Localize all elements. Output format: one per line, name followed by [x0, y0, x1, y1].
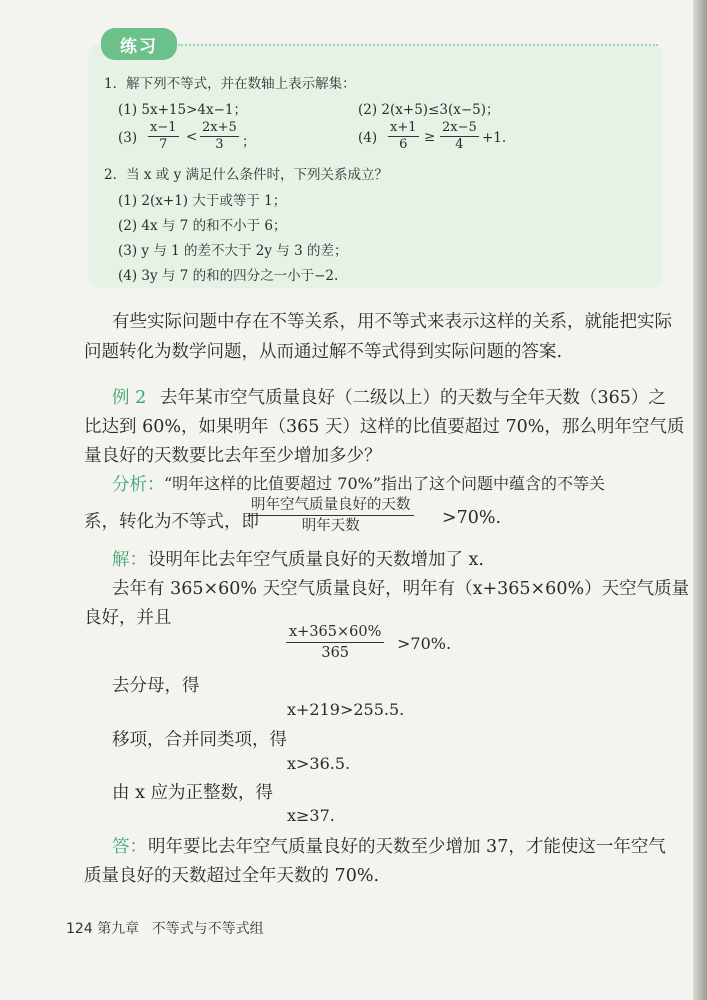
analysis-label: 分析： [112, 475, 165, 495]
intro-line-2: 问题转化为数学问题，从而通过解不等式得到实际问题的答案. [84, 342, 563, 362]
example-line-2: 比达到 60%，如果明年（365 天）这样的比值要超过 70%，那么明年空气质 [84, 417, 685, 437]
exercise-q2-3: (3) y 与 1 的差不大于 2y 与 3 的差； [118, 243, 348, 259]
fraction-denominator: 4 [455, 137, 464, 152]
exercise-q2-2: (2) 4x 与 7 的和不小于 6； [118, 218, 287, 234]
exercise-q1-3-right-fraction [200, 120, 239, 153]
exercise-q1-4-operator: ≥ [424, 129, 436, 145]
solution-label: 解： [112, 550, 147, 570]
chapter-label: 第九章 [97, 921, 140, 937]
fraction-numerator: 2x+5 [202, 120, 237, 135]
page-edge-shadow [693, 0, 707, 1000]
answer-label: 答： [112, 837, 147, 857]
equation-1-fraction [286, 622, 384, 663]
step-2: 移项，合并同类项，得 [112, 730, 287, 750]
step-1: 去分母，得 [112, 676, 200, 696]
fraction-denominator: 6 [399, 137, 408, 152]
example-line-1: 去年某市空气质量良好（二级以上）的天数与全年天数（365）之 [160, 388, 666, 408]
page-number: 124 [66, 921, 93, 937]
exercise-q1-4-left-fraction [388, 120, 419, 153]
analysis-line-2-post: >70%. [442, 508, 502, 528]
equation-4: x≥37. [287, 806, 335, 825]
example-line-3: 量良好的天数要比去年至少增加多少？ [84, 446, 382, 466]
exercise-q2: 2．当 x 或 y 满足什么条件时，下列关系成立？ [104, 167, 388, 183]
equation-2: x+219>255.5. [287, 700, 405, 719]
equation-3: x>36.5. [287, 754, 351, 773]
fraction-numerator: 2x−5 [442, 120, 477, 135]
exercise-q1-3-operator: < [186, 129, 198, 145]
exercise-q1-2: (2) 2(x+5)≤3(x−5)； [358, 102, 500, 118]
chapter-title: 不等式与不等式组 [151, 921, 264, 937]
solution-line-2: 去年有 365×60% 天空气质量良好，明年有（x+365×60%）天空气质量 [112, 579, 690, 599]
exercise-q1-3-end: ； [242, 134, 256, 150]
equation-1-post: >70%. [397, 634, 452, 653]
exercise-q1-4-right-fraction [440, 120, 479, 153]
answer-line-1: 明年要比去年空气质量良好的天数至少增加 37，才能使这一年空气 [148, 837, 666, 857]
solution-line-1: 设明年比去年空气质量良好的天数增加了 x. [148, 550, 484, 570]
analysis-fraction [248, 495, 414, 536]
fraction-denominator: 7 [159, 137, 168, 152]
solution-line-3: 良好，并且 [84, 608, 172, 628]
fraction-denominator: 明年天数 [301, 518, 360, 534]
page-footer [66, 918, 264, 938]
intro-line-1: 有些实际问题中存在不等关系，用不等式来表示这样的关系，就能把实际 [112, 312, 672, 332]
exercise-q1: 1．解下列不等式，并在数轴上表示解集： [104, 76, 356, 92]
step-3: 由 x 应为正整数，得 [112, 783, 273, 803]
fraction-denominator: 3 [215, 137, 224, 152]
fraction-numerator: x+365×60% [286, 622, 384, 643]
exercise-q1-3-label: (3) [118, 130, 138, 146]
exercise-dotted-border [178, 44, 658, 46]
exercise-q1-1: (1) 5x+15>4x−1； [118, 102, 248, 118]
fraction-denominator: 365 [321, 645, 350, 661]
fraction-numerator: x+1 [390, 120, 417, 135]
answer-line-2: 质量良好的天数超过全年天数的 70%. [84, 866, 380, 886]
exercise-q2-4: (4) 3y 与 7 的和的四分之一小于−2. [118, 268, 339, 284]
exercise-q1-4-label: (4) [358, 130, 378, 146]
fraction-numerator: x−1 [150, 120, 177, 135]
exercise-q2-1: (1) 2(x+1) 大于或等于 1； [118, 193, 287, 209]
analysis-line-2-pre: 系，转化为不等式，即 [84, 512, 259, 532]
exercise-badge: 练习 [101, 28, 177, 60]
analysis-line-1: “明年这样的比值要超过 70%”指出了这个问题中蕴含的不等关 [164, 474, 606, 493]
example-label: 例 2 [112, 388, 147, 408]
fraction-numerator: 明年空气质量良好的天数 [248, 495, 414, 516]
exercise-q1-3-left-fraction [148, 120, 179, 153]
exercise-q1-4-end: +1. [482, 130, 507, 146]
